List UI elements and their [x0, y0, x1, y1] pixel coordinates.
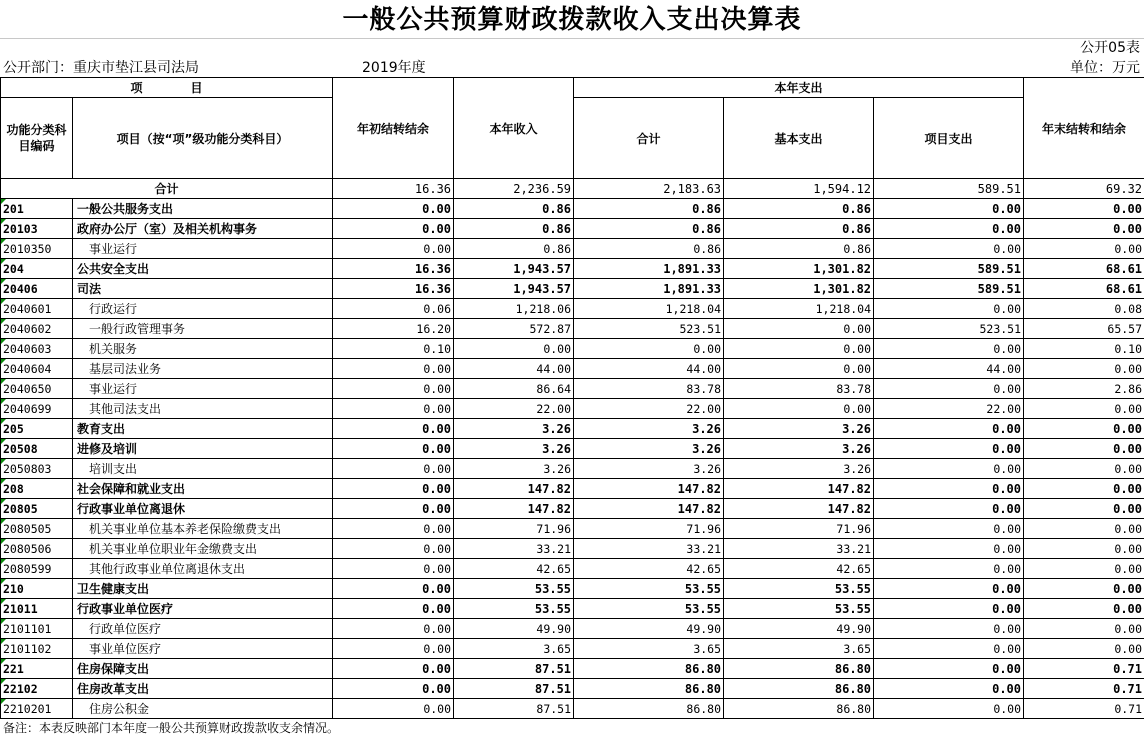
table-row [1, 519, 1144, 539]
row-income: 1,943.57 [454, 259, 574, 279]
table-row [1, 479, 1144, 499]
row-basic: 0.00 [724, 399, 874, 419]
row-end: 0.00 [1024, 199, 1144, 219]
row-income: 86.64 [454, 379, 574, 399]
row-end: 0.00 [1024, 439, 1144, 459]
row-begin: 0.00 [333, 699, 454, 719]
row-begin: 0.00 [333, 639, 454, 659]
row-total: 83.78 [574, 379, 724, 399]
header-code: 功能分类科目编码 [1, 98, 73, 179]
row-code: 22102 [1, 679, 73, 699]
table-row [1, 199, 1144, 219]
row-basic: 83.78 [724, 379, 874, 399]
row-end: 2.86 [1024, 379, 1144, 399]
row-project: 0.00 [874, 559, 1024, 579]
row-name: 住房改革支出 [73, 679, 333, 699]
header-row-1 [1, 78, 1144, 98]
row-name: 行政事业单位离退休 [73, 499, 333, 519]
row-project: 0.00 [874, 619, 1024, 639]
table-row [1, 659, 1144, 679]
row-basic: 53.55 [724, 599, 874, 619]
row-total: 147.82 [574, 499, 724, 519]
row-project: 0.00 [874, 439, 1024, 459]
row-end: 0.00 [1024, 419, 1144, 439]
row-name: 其他行政事业单位离退休支出 [73, 559, 333, 579]
row-total: 147.82 [574, 479, 724, 499]
row-begin: 0.00 [333, 519, 454, 539]
row-basic: 0.86 [724, 239, 874, 259]
table-row [1, 599, 1144, 619]
row-income: 1,218.06 [454, 299, 574, 319]
row-code: 2040601 [1, 299, 73, 319]
row-name: 公共安全支出 [73, 259, 333, 279]
row-code: 20805 [1, 499, 73, 519]
row-total: 33.21 [574, 539, 724, 559]
row-total: 1,218.04 [574, 299, 724, 319]
row-code: 20103 [1, 219, 73, 239]
row-end: 0.00 [1024, 499, 1144, 519]
row-project: 0.00 [874, 239, 1024, 259]
row-code: 204 [1, 259, 73, 279]
row-basic: 1,218.04 [724, 299, 874, 319]
row-project: 0.00 [874, 579, 1024, 599]
table-row [1, 559, 1144, 579]
row-begin: 0.00 [333, 399, 454, 419]
row-name: 进修及培训 [73, 439, 333, 459]
row-end: 65.57 [1024, 319, 1144, 339]
table-row [1, 419, 1144, 439]
table-row [1, 699, 1144, 719]
row-basic: 86.80 [724, 679, 874, 699]
row-income: 71.96 [454, 519, 574, 539]
row-income: 49.90 [454, 619, 574, 639]
table-row [1, 639, 1144, 659]
row-name: 事业单位医疗 [73, 639, 333, 659]
row-project: 0.00 [874, 379, 1024, 399]
row-begin: 0.00 [333, 359, 454, 379]
row-project: 0.00 [874, 199, 1024, 219]
header-expense: 本年支出 [574, 78, 1024, 98]
row-name: 其他司法支出 [73, 399, 333, 419]
header-item: 项 目 [1, 78, 333, 98]
row-income: 147.82 [454, 479, 574, 499]
row-basic: 86.80 [724, 699, 874, 719]
row-project: 0.00 [874, 659, 1024, 679]
row-code: 2040650 [1, 379, 73, 399]
row-begin: 0.00 [333, 439, 454, 459]
row-code: 2101102 [1, 639, 73, 659]
table-row [1, 279, 1144, 299]
row-begin: 0.10 [333, 339, 454, 359]
total-row [1, 179, 1144, 199]
row-name: 行政单位医疗 [73, 619, 333, 639]
total-expense: 2,183.63 [574, 179, 724, 199]
row-end: 0.00 [1024, 639, 1144, 659]
row-end: 0.00 [1024, 539, 1144, 559]
row-project: 0.00 [874, 599, 1024, 619]
row-basic: 33.21 [724, 539, 874, 559]
table-row [1, 499, 1144, 519]
row-basic: 147.82 [724, 479, 874, 499]
row-code: 208 [1, 479, 73, 499]
row-income: 53.55 [454, 579, 574, 599]
row-total: 3.26 [574, 419, 724, 439]
row-end: 68.61 [1024, 279, 1144, 299]
row-total: 49.90 [574, 619, 724, 639]
table-row [1, 579, 1144, 599]
row-project: 0.00 [874, 219, 1024, 239]
row-basic: 0.00 [724, 339, 874, 359]
row-name: 一般公共服务支出 [73, 199, 333, 219]
row-project: 0.00 [874, 479, 1024, 499]
row-name: 机关服务 [73, 339, 333, 359]
row-total: 53.55 [574, 579, 724, 599]
row-begin: 16.36 [333, 259, 454, 279]
row-income: 0.86 [454, 239, 574, 259]
table-row [1, 239, 1144, 259]
row-begin: 0.00 [333, 459, 454, 479]
total-income: 2,236.59 [454, 179, 574, 199]
row-name: 社会保障和就业支出 [73, 479, 333, 499]
row-basic: 3.26 [724, 439, 874, 459]
fiscal-year: 2019年度 [362, 60, 426, 76]
row-basic: 0.86 [724, 199, 874, 219]
row-total: 42.65 [574, 559, 724, 579]
row-code: 2040603 [1, 339, 73, 359]
row-end: 0.00 [1024, 399, 1144, 419]
table-row [1, 259, 1144, 279]
row-project: 589.51 [874, 259, 1024, 279]
total-label: 合计 [1, 179, 333, 199]
row-begin: 0.00 [333, 599, 454, 619]
form-number: 公开05表 [1080, 40, 1140, 56]
table-row [1, 399, 1144, 419]
total-project: 589.51 [874, 179, 1024, 199]
row-code: 2040602 [1, 319, 73, 339]
row-name: 基层司法业务 [73, 359, 333, 379]
row-name: 事业运行 [73, 379, 333, 399]
row-project: 0.00 [874, 459, 1024, 479]
row-total: 86.80 [574, 679, 724, 699]
row-total: 86.80 [574, 659, 724, 679]
row-begin: 0.00 [333, 659, 454, 679]
row-code: 20508 [1, 439, 73, 459]
row-end: 0.08 [1024, 299, 1144, 319]
row-project: 0.00 [874, 419, 1024, 439]
row-total: 0.86 [574, 239, 724, 259]
row-begin: 0.00 [333, 619, 454, 639]
row-basic: 3.65 [724, 639, 874, 659]
row-income: 147.82 [454, 499, 574, 519]
unit-label: 单位：万元 [1070, 60, 1140, 76]
row-end: 0.71 [1024, 679, 1144, 699]
row-name: 司法 [73, 279, 333, 299]
row-begin: 16.36 [333, 279, 454, 299]
total-basic: 1,594.12 [724, 179, 874, 199]
row-end: 0.00 [1024, 479, 1144, 499]
row-income: 22.00 [454, 399, 574, 419]
header-name: 项目（按“项”级功能分类科目） [73, 98, 333, 179]
row-basic: 53.55 [724, 579, 874, 599]
report-title: 一般公共预算财政拨款收入支出决算表 [342, 5, 802, 35]
row-end: 0.00 [1024, 239, 1144, 259]
row-end: 0.71 [1024, 659, 1144, 679]
row-code: 2210201 [1, 699, 73, 719]
row-end: 0.00 [1024, 559, 1144, 579]
row-project: 22.00 [874, 399, 1024, 419]
table-row [1, 459, 1144, 479]
table-row [1, 319, 1144, 339]
row-income: 87.51 [454, 679, 574, 699]
header-income: 本年收入 [454, 78, 574, 179]
row-name: 行政运行 [73, 299, 333, 319]
row-total: 44.00 [574, 359, 724, 379]
row-project: 0.00 [874, 299, 1024, 319]
row-end: 68.61 [1024, 259, 1144, 279]
row-name: 培训支出 [73, 459, 333, 479]
row-basic: 0.00 [724, 319, 874, 339]
row-total: 3.65 [574, 639, 724, 659]
row-code: 2040604 [1, 359, 73, 379]
row-basic: 3.26 [724, 459, 874, 479]
department-label: 公开部门：重庆市垫江县司法局 [3, 60, 199, 76]
row-project: 0.00 [874, 339, 1024, 359]
row-begin: 0.00 [333, 219, 454, 239]
row-total: 53.55 [574, 599, 724, 619]
row-end: 0.00 [1024, 459, 1144, 479]
row-name: 卫生健康支出 [73, 579, 333, 599]
row-name: 教育支出 [73, 419, 333, 439]
row-income: 42.65 [454, 559, 574, 579]
row-name: 政府办公厅（室）及相关机构事务 [73, 219, 333, 239]
row-income: 44.00 [454, 359, 574, 379]
row-end: 0.00 [1024, 619, 1144, 639]
row-begin: 0.00 [333, 379, 454, 399]
row-basic: 86.80 [724, 659, 874, 679]
row-income: 0.00 [454, 339, 574, 359]
table-row [1, 339, 1144, 359]
row-basic: 49.90 [724, 619, 874, 639]
row-income: 0.86 [454, 199, 574, 219]
row-project: 0.00 [874, 539, 1024, 559]
row-total: 86.80 [574, 699, 724, 719]
budget-table [0, 77, 1144, 719]
row-total: 22.00 [574, 399, 724, 419]
row-end: 0.10 [1024, 339, 1144, 359]
row-name: 一般行政管理事务 [73, 319, 333, 339]
row-project: 523.51 [874, 319, 1024, 339]
row-code: 2050803 [1, 459, 73, 479]
row-code: 221 [1, 659, 73, 679]
row-basic: 42.65 [724, 559, 874, 579]
row-code: 210 [1, 579, 73, 599]
row-begin: 0.00 [333, 499, 454, 519]
row-project: 589.51 [874, 279, 1024, 299]
row-name: 住房公积金 [73, 699, 333, 719]
row-basic: 147.82 [724, 499, 874, 519]
row-total: 0.86 [574, 199, 724, 219]
row-basic: 0.00 [724, 359, 874, 379]
header-begin-balance: 年初结转结余 [333, 78, 454, 179]
row-income: 87.51 [454, 659, 574, 679]
row-income: 1,943.57 [454, 279, 574, 299]
table-row [1, 299, 1144, 319]
row-end: 0.00 [1024, 519, 1144, 539]
row-begin: 0.00 [333, 579, 454, 599]
table-row [1, 619, 1144, 639]
row-project: 0.00 [874, 699, 1024, 719]
row-project: 0.00 [874, 639, 1024, 659]
grid-divider [0, 38, 1144, 39]
row-begin: 0.00 [333, 479, 454, 499]
row-name: 机关事业单位基本养老保险缴费支出 [73, 519, 333, 539]
row-income: 3.65 [454, 639, 574, 659]
total-begin: 16.36 [333, 179, 454, 199]
row-basic: 71.96 [724, 519, 874, 539]
row-code: 2040699 [1, 399, 73, 419]
table-row [1, 679, 1144, 699]
row-begin: 0.00 [333, 679, 454, 699]
row-code: 2101101 [1, 619, 73, 639]
header-basic: 基本支出 [724, 98, 874, 179]
row-name: 事业运行 [73, 239, 333, 259]
row-total: 0.00 [574, 339, 724, 359]
header-end-balance: 年末结转和结余 [1024, 78, 1144, 179]
header-project: 项目支出 [874, 98, 1024, 179]
row-begin: 16.20 [333, 319, 454, 339]
row-project: 0.00 [874, 679, 1024, 699]
row-code: 2080599 [1, 559, 73, 579]
row-end: 0.00 [1024, 599, 1144, 619]
row-code: 20406 [1, 279, 73, 299]
row-end: 0.71 [1024, 699, 1144, 719]
header-total: 合计 [574, 98, 724, 179]
row-begin: 0.00 [333, 239, 454, 259]
row-total: 1,891.33 [574, 279, 724, 299]
row-income: 33.21 [454, 539, 574, 559]
row-end: 0.00 [1024, 359, 1144, 379]
row-project: 0.00 [874, 519, 1024, 539]
row-code: 2080505 [1, 519, 73, 539]
row-total: 1,891.33 [574, 259, 724, 279]
row-income: 3.26 [454, 419, 574, 439]
row-income: 87.51 [454, 699, 574, 719]
row-income: 3.26 [454, 459, 574, 479]
table-row [1, 219, 1144, 239]
row-total: 3.26 [574, 459, 724, 479]
table-row [1, 359, 1144, 379]
row-code: 21011 [1, 599, 73, 619]
row-basic: 1,301.82 [724, 259, 874, 279]
row-project: 0.00 [874, 499, 1024, 519]
row-begin: 0.06 [333, 299, 454, 319]
row-begin: 0.00 [333, 199, 454, 219]
row-total: 3.26 [574, 439, 724, 459]
row-income: 53.55 [454, 599, 574, 619]
row-name: 机关事业单位职业年金缴费支出 [73, 539, 333, 559]
row-begin: 0.00 [333, 539, 454, 559]
row-end: 0.00 [1024, 579, 1144, 599]
row-income: 572.87 [454, 319, 574, 339]
row-begin: 0.00 [333, 559, 454, 579]
row-basic: 0.86 [724, 219, 874, 239]
row-income: 3.26 [454, 439, 574, 459]
row-end: 0.00 [1024, 219, 1144, 239]
table-row [1, 379, 1144, 399]
row-basic: 1,301.82 [724, 279, 874, 299]
row-name: 住房保障支出 [73, 659, 333, 679]
row-code: 2010350 [1, 239, 73, 259]
total-end: 69.32 [1024, 179, 1144, 199]
table-row [1, 439, 1144, 459]
row-code: 205 [1, 419, 73, 439]
row-total: 71.96 [574, 519, 724, 539]
row-income: 0.86 [454, 219, 574, 239]
footnote: 备注：本表反映部门本年度一般公共预算财政拨款收支余情况。 [3, 721, 340, 735]
row-total: 523.51 [574, 319, 724, 339]
table-row [1, 539, 1144, 559]
row-project: 44.00 [874, 359, 1024, 379]
row-code: 2080506 [1, 539, 73, 559]
row-total: 0.86 [574, 219, 724, 239]
row-code: 201 [1, 199, 73, 219]
row-name: 行政事业单位医疗 [73, 599, 333, 619]
row-begin: 0.00 [333, 419, 454, 439]
row-basic: 3.26 [724, 419, 874, 439]
